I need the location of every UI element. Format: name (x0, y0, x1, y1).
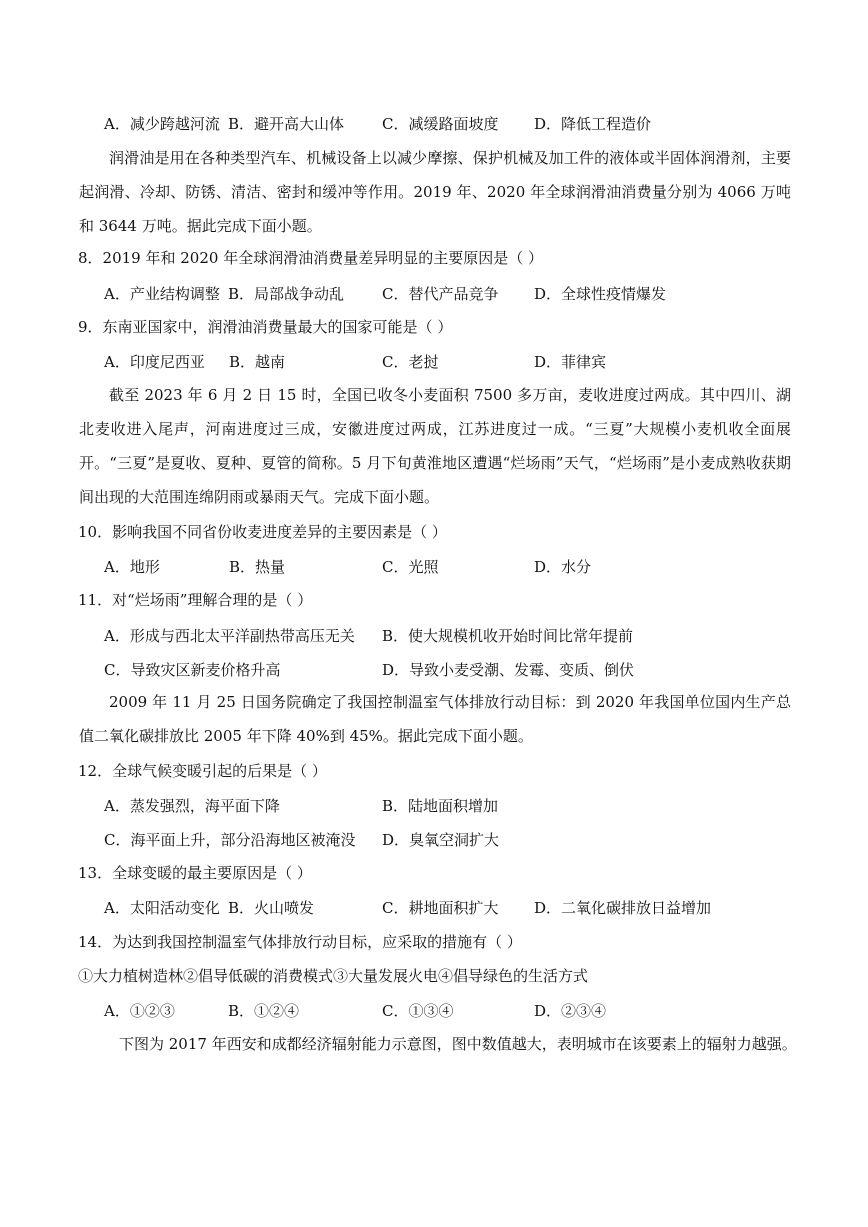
q9-option-b: B．越南 (229, 353, 286, 371)
q13-option-b: B．火山喷发 (228, 899, 315, 917)
q8-option-c: C．替代产品竞争 (382, 285, 499, 303)
q12-option-a: A．蒸发强烈，海平面下降 (104, 797, 280, 815)
passage-emission-target: 2009 年 11 月 25 日国务院确定了我国控制温室气体排放行动目标：到 2020 年我国单位国内生产总值二氧化碳排放比 2005 年下降 40%到 45%。据此完成下面小题。 (79, 693, 791, 745)
q7-option-a: A．减少跨越河流 (104, 115, 220, 133)
q8-option-b: B．局部战争动乱 (228, 285, 345, 303)
q7-option-c: C．减缓路面坡度 (382, 115, 499, 133)
q12-option-b: B．陆地面积增加 (382, 797, 499, 815)
q12-option-d: D．臭氧空洞扩大 (382, 831, 500, 849)
q13-option-a: A．太阳活动变化 (104, 899, 220, 917)
q11-option-a: A．形成与西北太平洋副热带高压无关 (104, 627, 355, 645)
q11-stem: 11．对“烂场雨”理解合理的是（ ） (78, 591, 313, 609)
q10-option-a: A．地形 (104, 558, 160, 576)
q9-stem: 9．东南亚国家中，润滑油消费量最大的国家可能是（ ） (78, 318, 453, 336)
q14-option-a: A．①②③ (104, 1002, 175, 1020)
q13-option-d: D．二氧化碳排放日益增加 (534, 899, 712, 917)
q7-option-d: D．降低工程造价 (534, 115, 652, 133)
q8-option-d: D．全球性疫情爆发 (534, 285, 667, 303)
q14-items: ①大力植树造林②倡导低碳的消费模式③大量发展火电④倡导绿色的生活方式 (78, 967, 589, 985)
q14-option-c: C．①③④ (382, 1002, 454, 1020)
q14-option-b: B．①②④ (228, 1002, 300, 1020)
passage-wheat-harvest: 截至 2023 年 6 月 2 日 15 时，全国已收冬小麦面积 7500 多万亩，麦收进度过两成。其中四川、湖北麦收进入尾声，河南进度过三成，安徽进度过两成，江苏进度过一成。“三夏”大规模小麦机收全面展开。“三夏”是夏收、夏种、夏管的简称。5 月下旬黄淮地区遭遇“烂场雨”天气，“烂场雨”是小麦成熟收获期间出现的大范围连绵阴雨或暴雨天气。完成下面小题。 (79, 386, 791, 506)
q8-stem: 8．2019 年和 2020 年全球润滑油消费量差异明显的主要原因是（ ） (78, 249, 543, 267)
q14-option-d: D．②③④ (534, 1002, 607, 1020)
q12-option-c: C．海平面上升，部分沿海地区被淹没 (104, 831, 356, 849)
q8-option-a: A．产业结构调整 (104, 285, 220, 303)
q10-option-b: B．热量 (229, 558, 286, 576)
q7-option-b: B．避开高大山体 (228, 115, 345, 133)
q13-option-c: C．耕地面积扩大 (382, 899, 499, 917)
q9-option-d: D．菲律宾 (534, 353, 607, 371)
q9-option-a: A．印度尼西亚 (104, 353, 205, 371)
passage-lubricant: 润滑油是用在各种类型汽车、机械设备上以减少摩擦、保护机械及加工件的液体或半固体润滑剂，主要起润滑、冷却、防锈、清洁、密封和缓冲等作用。2019 年、2020 年全球润滑油消费量分别为 4066 万吨和 3644 万吨。据此完成下面小题。 (79, 149, 791, 235)
q11-option-c: C．导致灾区新麦价格升高 (104, 661, 281, 679)
q12-stem: 12．全球气候变暖引起的后果是（ ） (78, 762, 327, 780)
q14-stem: 14．为达到我国控制温室气体排放行动目标，应采取的措施有（ ） (78, 933, 522, 951)
q11-option-d: D．导致小麦受潮、发霉、变质、倒伏 (382, 661, 635, 679)
q10-option-c: C．光照 (382, 558, 439, 576)
q10-stem: 10．影响我国不同省份收麦进度差异的主要因素是（ ） (78, 523, 447, 541)
q13-stem: 13．全球变暖的最主要原因是（ ） (78, 864, 312, 882)
q10-option-d: D．水分 (534, 558, 592, 576)
passage-xian-chengdu: 下图为 2017 年西安和成都经济辐射能力示意图，图中数值越大，表明城市在该要素上的辐射力越强。 (119, 1035, 797, 1053)
q11-option-b: B．使大规模机收开始时间比常年提前 (382, 627, 634, 645)
q9-option-c: C．老挝 (382, 353, 439, 371)
